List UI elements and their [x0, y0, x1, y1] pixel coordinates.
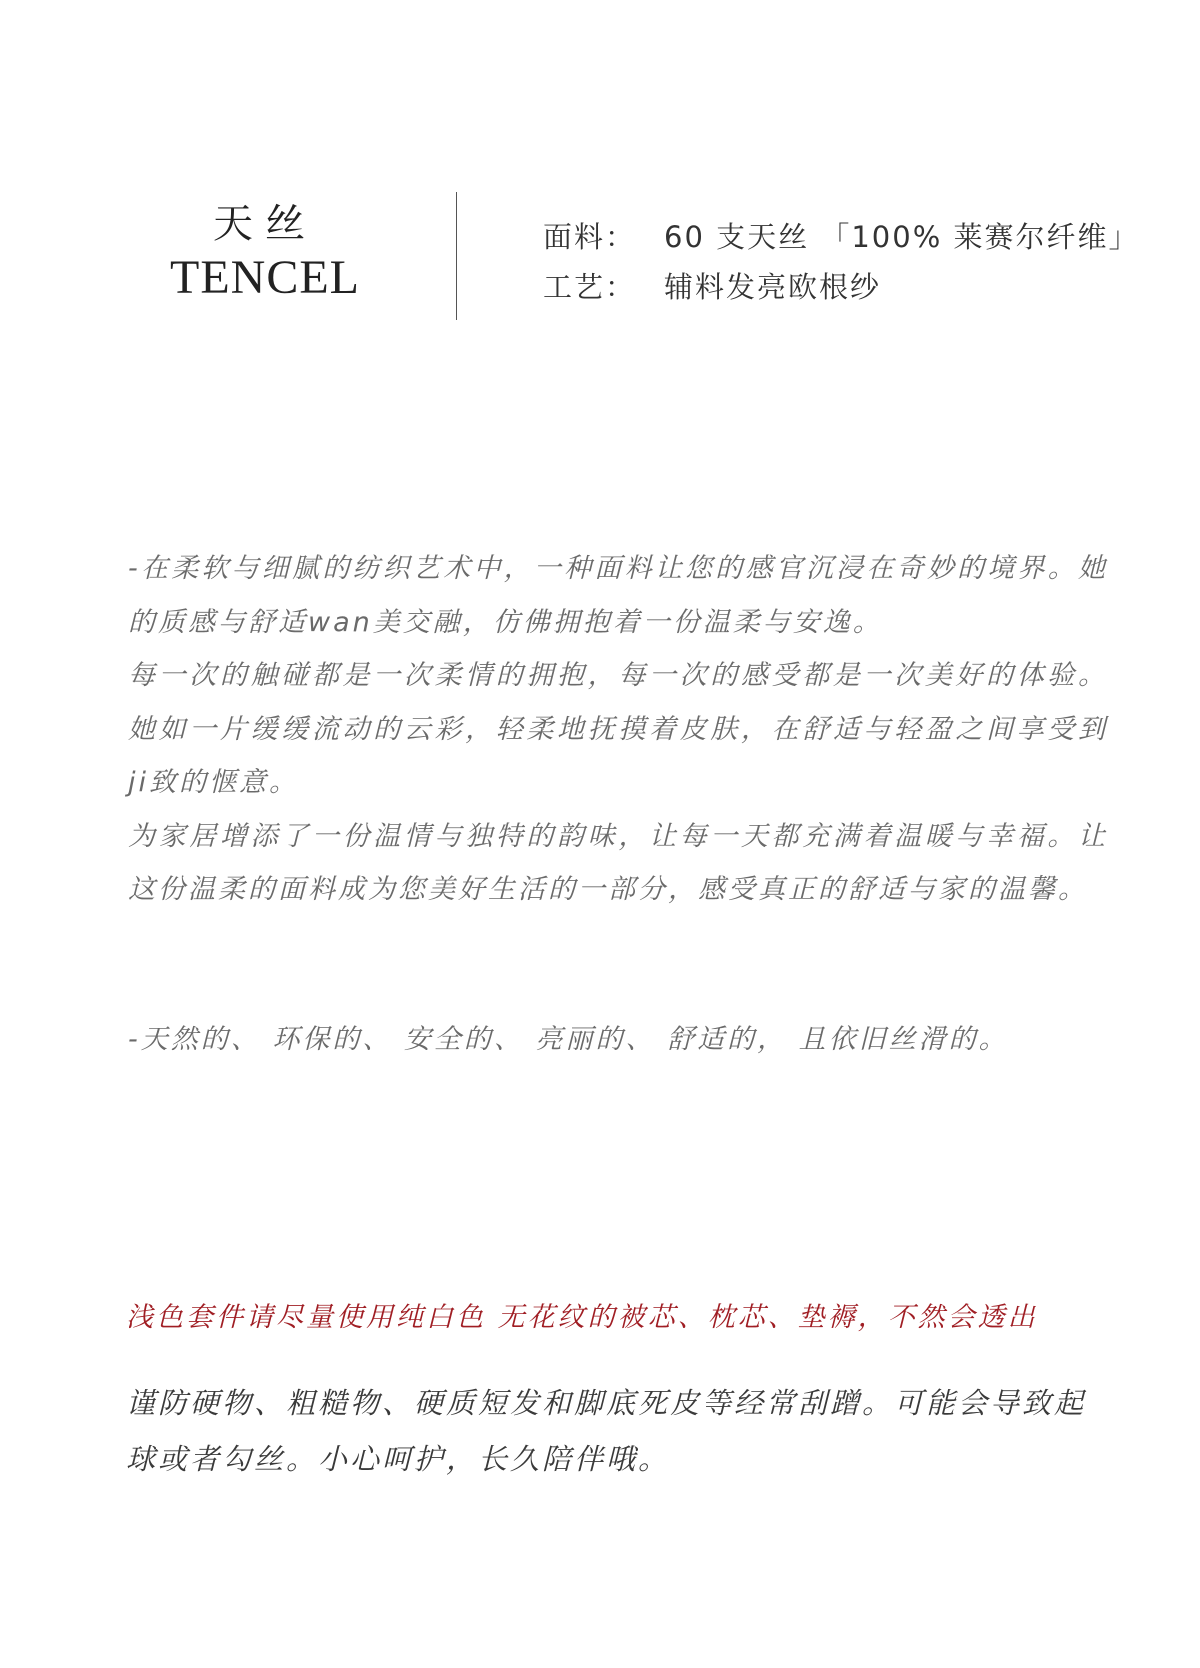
spec-craft-value: 辅料发亮欧根纱	[664, 270, 882, 304]
spec-list	[543, 212, 1139, 312]
description-paragraph-2: 每一次的触碰都是一次柔情的拥抱，每一次的感受都是一次美好的体验。她如一片缓缓流动的云彩，轻柔地抚摸着皮肤，在舒适与轻盈之间享受到ji致的惬意。	[128, 660, 1108, 798]
spec-craft	[543, 262, 1139, 312]
brand-name-chinese: 天丝	[213, 201, 317, 247]
brand-logo	[160, 200, 370, 306]
spec-fabric-label: 面料：	[543, 220, 637, 254]
spec-fabric	[543, 212, 1139, 262]
care-instructions: 谨防硬物、粗糙物、硬质短发和脚底死皮等经常刮蹭。可能会导致起球或者勾丝。小心呵护，长久陪伴哦。	[126, 1386, 1087, 1476]
warning-note: 浅色套件请尽量使用纯白色 无花纹的被芯、枕芯、垫褥，不然会透出	[126, 1302, 1038, 1333]
brand-name-english: TENCEL	[170, 251, 360, 304]
description-paragraph-3: 为家居增添了一份温情与独特的韵味，让每一天都充满着温暖与幸福。让这份温柔的面料成为您美好生活的一部分，感受真正的舒适与家的温馨。	[128, 820, 1108, 905]
description-paragraph-1: -在柔软与细腻的纺织艺术中，一种面料让您的感官沉浸在奇妙的境界。她的质感与舒适wan美交融，仿佛拥抱着一份温柔与安逸。	[128, 553, 1108, 638]
spec-fabric-value: 60 支天丝 「100% 莱赛尔纤维」	[664, 220, 1140, 254]
traits-line: -天然的、 环保的、 安全的、 亮丽的、 舒适的， 且依旧丝滑的。	[128, 1024, 1009, 1055]
spec-craft-label: 工艺：	[543, 270, 637, 304]
vertical-divider	[456, 192, 457, 320]
description-text	[128, 542, 1108, 917]
